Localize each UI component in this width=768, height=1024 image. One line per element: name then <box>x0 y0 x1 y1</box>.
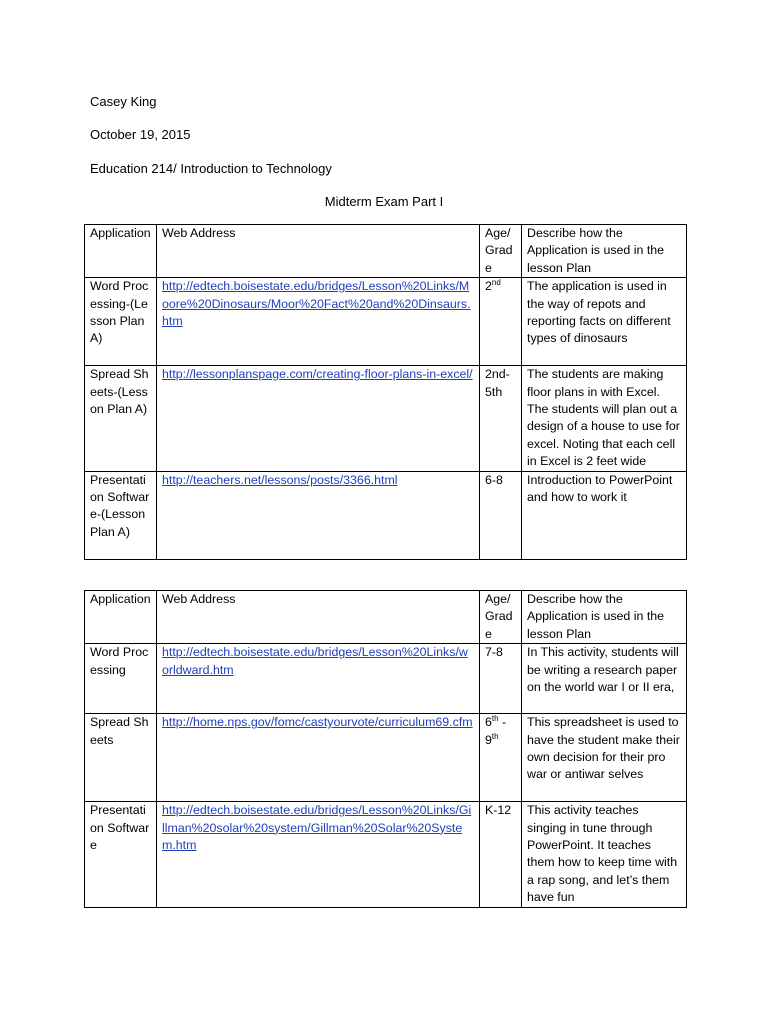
table-row <box>85 802 687 907</box>
header-application: Application <box>85 591 157 644</box>
exam-title: Midterm Exam Part I <box>324 194 444 209</box>
grade-text-end: - 9 <box>485 715 507 747</box>
lesson-link[interactable]: http://edtech.boisestate.edu/bridges/Lesson%20Links/Moore%20Dinosaurs/Moor%20Fact%20and%20Dinsaurs.htm <box>162 279 471 329</box>
table-row <box>85 278 687 366</box>
cell-application: Spread Sheets <box>85 714 157 802</box>
cell-age-grade <box>480 278 522 366</box>
header-web-address: Web Address <box>157 225 480 278</box>
table-row <box>85 471 687 559</box>
cell-description: In This activity, students will be writing a research paper on the world war I or II era, <box>522 644 687 714</box>
cell-application: Presentation Software-(Lesson Plan A) <box>85 471 157 559</box>
header-describe: Describe how the Application is used in the lesson Plan <box>522 591 687 644</box>
lesson-link[interactable]: http://teachers.net/lessons/posts/3366.html <box>162 472 398 487</box>
cell-application: Word Processing-(Lesson Plan A) <box>85 278 157 366</box>
cell-web-address <box>157 471 480 559</box>
lesson-table-1 <box>84 224 687 560</box>
table-row <box>85 644 687 714</box>
header-age-grade: Age/ Grade <box>480 591 522 644</box>
cell-web-address <box>157 644 480 714</box>
course-title: Education 214/ Introduction to Technology <box>90 161 332 176</box>
cell-description: This activity teaches singing in tune through PowerPoint. It teaches them how to keep time with a rap song, and let’s them have fun <box>522 802 687 907</box>
grade-suffix: nd <box>491 278 501 288</box>
cell-age-grade: 6-8 <box>480 471 522 559</box>
author-name: Casey King <box>90 94 157 109</box>
table-header-row <box>85 225 687 278</box>
cell-age-grade <box>480 714 522 802</box>
cell-description: This spreadsheet is used to have the student make their own decision for their pro war or antiwar selves <box>522 714 687 802</box>
table-row <box>85 714 687 802</box>
cell-age-grade: 2nd-5th <box>480 366 522 471</box>
cell-application: Presentation Software <box>85 802 157 907</box>
cell-description: The application is used in the way of repots and reporting facts on different types of dinosaurs <box>522 278 687 366</box>
grade-text: 2 <box>485 279 492 294</box>
cell-web-address <box>157 278 480 366</box>
cell-application: Word Processing <box>85 644 157 714</box>
lesson-link[interactable]: http://edtech.boisestate.edu/bridges/Lesson%20Links/worldward.htm <box>162 645 468 677</box>
cell-age-grade: K-12 <box>480 802 522 907</box>
table-header-row <box>85 591 687 644</box>
document-date: October 19, 2015 <box>90 127 191 142</box>
cell-web-address <box>157 802 480 907</box>
cell-age-grade: 7-8 <box>480 644 522 714</box>
grade-suffix: th <box>491 714 499 724</box>
cell-description: Introduction to PowerPoint and how to work it <box>522 471 687 559</box>
cell-web-address <box>157 366 480 471</box>
header-application: Application <box>85 225 157 278</box>
cell-application: Spread Sheets-(Lesson Plan A) <box>85 366 157 471</box>
header-web-address: Web Address <box>157 591 480 644</box>
grade-text: 6 <box>485 715 492 730</box>
cell-description: The students are making floor plans in with Excel. The students will plan out a design of a house to use for excel. Noting that each cell in Excel is 2 feet wide <box>522 366 687 471</box>
grade-suffix-end: th <box>491 731 499 741</box>
header-age-grade: Age/ Grade <box>480 225 522 278</box>
lesson-link[interactable]: http://edtech.boisestate.edu/bridges/Lesson%20Links/Gillman%20solar%20system/Gillman%20Solar%20System.htm <box>162 803 472 853</box>
lesson-table-2 <box>84 590 687 908</box>
lesson-link[interactable]: http://lessonplanspage.com/creating-floor-plans-in-excel/ <box>162 367 473 382</box>
table-row <box>85 366 687 471</box>
lesson-link[interactable]: http://home.nps.gov/fomc/castyourvote/curriculum69.cfm <box>162 715 473 730</box>
header-describe: Describe how the Application is used in the lesson Plan <box>522 225 687 278</box>
cell-web-address <box>157 714 480 802</box>
